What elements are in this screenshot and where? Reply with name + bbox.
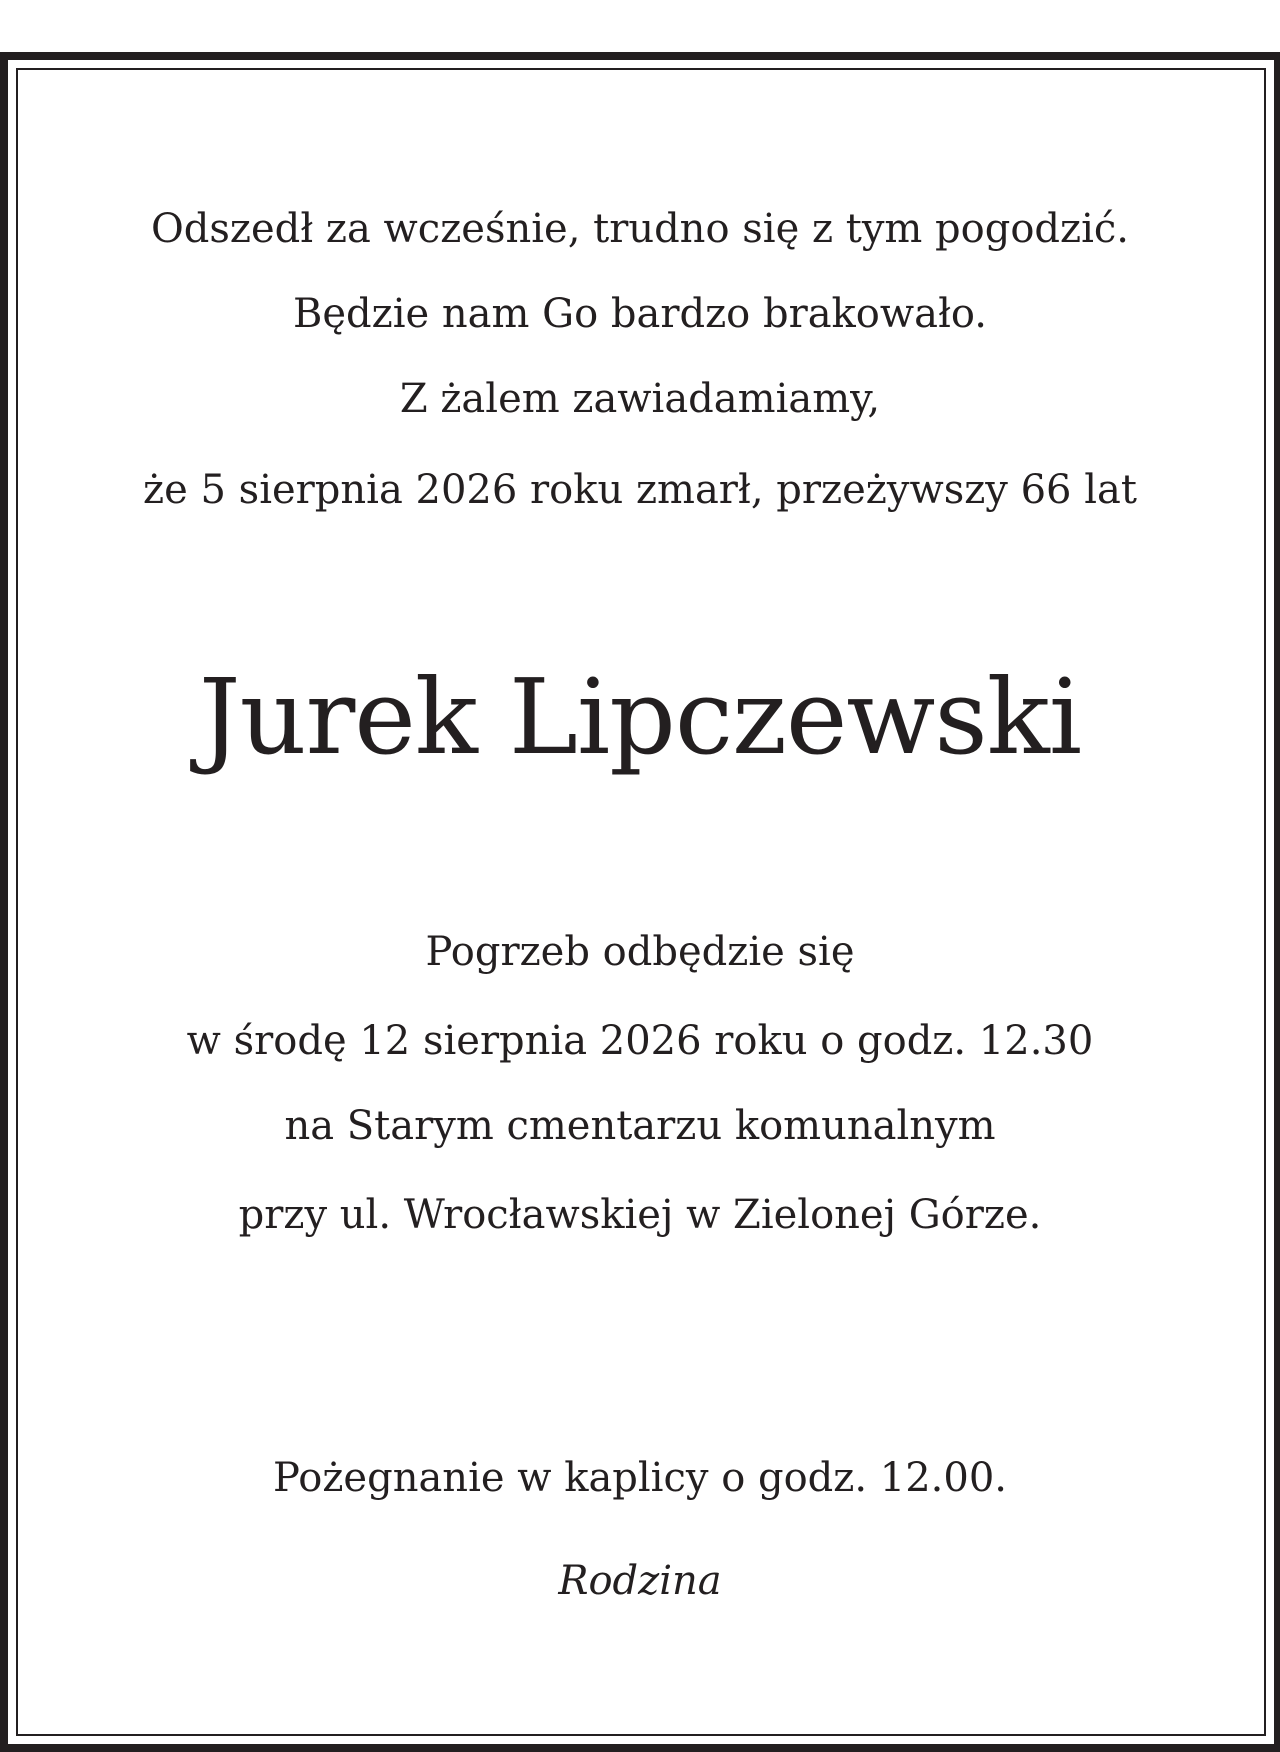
- funeral-line-4: przy ul. Wrocławskiej w Zielonej Górze.: [238, 1192, 1042, 1238]
- funeral-line-1: Pogrzeb odbędzie się: [425, 929, 855, 975]
- deceased-name: Jurek Lipczewski: [198, 656, 1082, 778]
- farewell-text: Pożegnanie w kaplicy o godz. 12.00.: [272, 1455, 1008, 1501]
- intro-line-3: Z żalem zawiadamiamy,: [399, 376, 881, 422]
- funeral-line-2: w środę 12 sierpnia 2026 roku o godz. 12.30: [186, 1018, 1094, 1064]
- intro-line-4: że 5 sierpnia 2026 roku zmarł, przeżywszy 66 lat: [143, 467, 1137, 513]
- intro-line-2: Będzie nam Go bardzo brakowało.: [292, 291, 988, 337]
- intro-line-1: Odszedł za wcześnie, trudno się z tym pogodzić.: [150, 206, 1130, 252]
- signature: Rodzina: [558, 1558, 722, 1604]
- funeral-line-3: na Starym cmentarzu komunalnym: [284, 1103, 996, 1149]
